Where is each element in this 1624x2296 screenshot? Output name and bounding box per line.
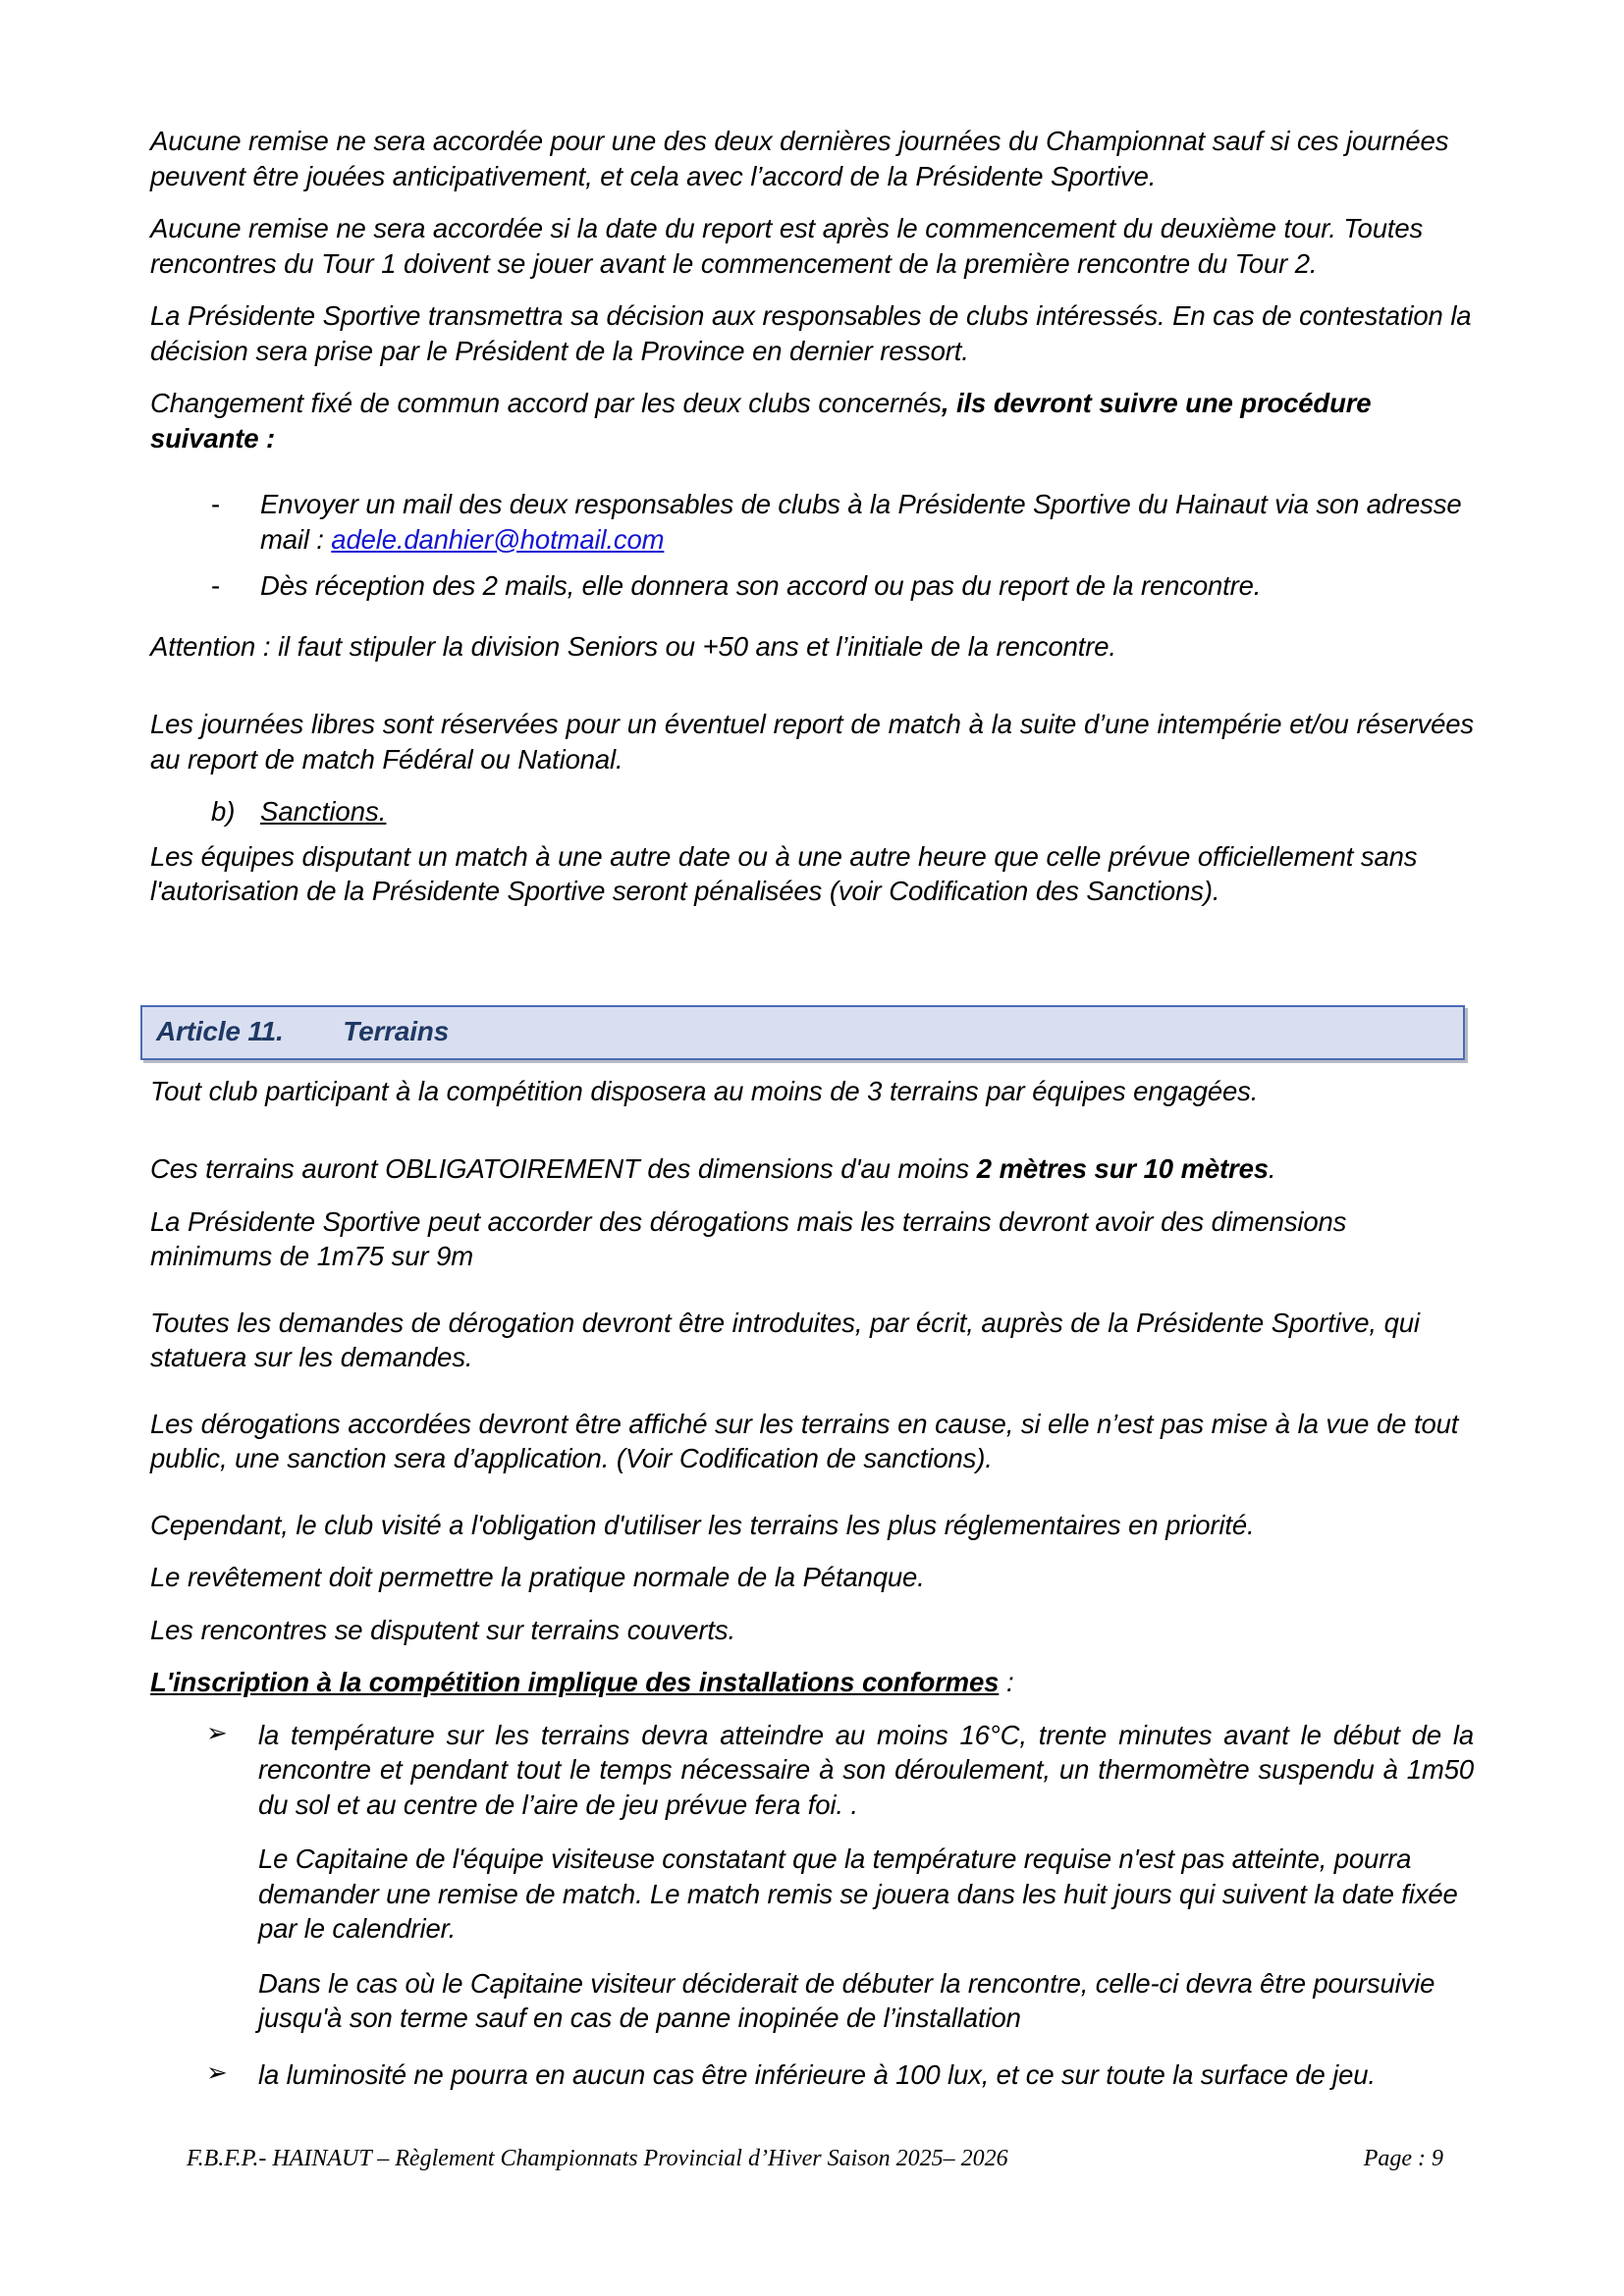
sanctions-subheading [150,794,1474,829]
list-item [150,487,1474,557]
paragraph-changement-accord [150,386,1474,455]
arrow-bullet-icon: ➢ [206,1718,228,1748]
spacer [150,1494,1474,1508]
changement-text-normal: Changement fixé de commun accord par les deux clubs concernés [150,388,942,418]
dash-marker: - [211,570,221,601]
paragraph-demandes-derogation: Toutes les demandes de dérogation devront être introduites, par écrit, auprès de la Présidente Sportive, qui statuera sur les demandes. [150,1307,1420,1372]
installations-conformes-underlined: L'inscription à la compétition implique des installations conformes [150,1667,1000,1697]
changement-text-bold: , ils devront suivre une procédure suivante : [150,388,1372,454]
paragraph-journees-libres: Les journées libres sont réservées pour un éventuel report de match à la suite d’une intempérie et/ou réservées au report de match Fédéral ou National. [150,709,1474,774]
dimensions-text-pre: Ces terrains auront OBLIGATOIREMENT des dimensions d'au moins [150,1153,977,1184]
spacer [150,1126,1474,1151]
list-item-text: Dès réception des 2 mails, elle donnera son accord ou pas du report de la rencontre. [260,570,1262,601]
sub-paragraph: Dans le cas où le Capitaine visiteur déciderait de débuter la rencontre, celle-ci devra être poursuivie jusqu'à son terme sauf en cas de panne inopinée de l’installation [258,1967,1435,2033]
dash-marker: - [211,489,221,519]
page-content [150,124,1474,2092]
procedure-dash-list [150,487,1474,604]
spacer [150,966,1474,1005]
paragraph-revetement: Le revêtement doit permettre la pratique normale de la Pétanque. [150,1562,925,1592]
arrow-bullet-icon: ➢ [206,2057,228,2088]
paragraph-derogations-affichage: Les dérogations accordées devront être affiché sur les terrains en cause, si elle n’est pas mise à la vue de tout public, une sanction sera d’application. (Voir Codification de sanctions). [150,1408,1459,1473]
sanctions-label: Sanctions. [260,796,387,827]
paragraph-presidente-transmettra: La Présidente Sportive transmettra sa décision aux responsables de clubs intéressés. En cas de contestation la décision sera prise par le Président de la Province en dernier ressort. [150,300,1472,366]
spacer [150,927,1474,966]
list-item-text: la température sur les terrains devra atteindre au moins 16°C, trente minutes avant le début de la rencontre et pendant tout le temps nécessaire à son déroulement, un thermomètre suspendu à 1m50 du sol et au centre de l’aire de jeu prévue fera foi. . [258,1719,1474,1820]
paragraph-attention-division: Attention : il faut stipuler la division Seniors ou +50 ans et l’initiale de la rencontre. [150,630,1116,662]
paragraph-remise-date-report: Aucune remise ne sera accordée si la date du report est après le commencement du deuxième tour. Toutes rencontres du Tour 1 doivent se jouer avant le commencement de la première rencontre du Tour 2. [150,213,1424,279]
paragraph-dimensions-obligatoires [150,1151,1474,1187]
installations-arrow-list [150,1718,1474,2093]
list-item [150,1718,1474,1823]
article-number: Article 11. [156,1015,284,1046]
dimensions-text-post: . [1268,1153,1276,1184]
list-item-text: Envoyer un mail des deux responsables de clubs à la Présidente Sportive du Hainaut via son adresse mail : [260,489,1462,555]
spacer [150,681,1474,707]
spacer [150,615,1474,629]
footer-page-number: Page : 9 [1363,2146,1443,2171]
article-title: Terrains [343,1015,450,1046]
paragraph-derogations-minimums: La Présidente Sportive peut accorder des dérogations mais les terrains devront avoir des dimensions minimums de 1m75 sur 9m [150,1205,1347,1271]
article-heading-text [156,1016,1449,1047]
list-item-text: la luminosité ne pourra en aucun cas être inférieure à 100 lux, et ce sur toute la surface de jeu. [258,2058,1376,2090]
email-link[interactable]: adele.danhier@hotmail.com [331,523,665,555]
paragraph-terrains-couverts: Les rencontres se disputent sur terrains couverts. [150,1614,735,1645]
spacer [150,1292,1474,1306]
page-footer [187,2146,1453,2172]
installations-conformes-suffix: : [999,1667,1014,1697]
footer-left-text: F.B.F.P.- HAINAUT – Règlement Championnats Provincial d’Hiver Saison 2025– 2026 [187,2146,1008,2171]
article-separator [284,1016,344,1046]
heading-installations-conformes [150,1665,1474,1700]
article-11-heading-box [140,1005,1465,1060]
paragraph-tout-club-participant: Tout club participant à la compétition disposera au moins de 3 terrains par équipes engagées. [150,1075,1259,1106]
paragraph-club-visite-obligation: Cependant, le club visité a l'obligation d'utiliser les terrains les plus réglementaires en priorité. [150,1509,1255,1540]
sub-paragraph: Le Capitaine de l'équipe visiteuse constatant que la température requise n'est pas atteinte, pourra demander une remise de match. Le match remis se jouera dans les huit jours qui suivent la date fixée par le calendrier. [258,1843,1458,1944]
sanctions-letter-marker: b) [211,796,236,827]
list-item [150,568,1474,604]
list-item [150,2057,1474,2093]
spacer [150,473,1474,487]
dimensions-value-bold: 2 mètres sur 10 mètres [976,1153,1269,1184]
paragraph-remise-dernieres-journees: Aucune remise ne sera accordée pour une des deux dernières journées du Championnat sauf si ces journées peuvent être jouées anticipativement, et cela avec l’accord de la Présidente Sportive. [150,126,1449,191]
paragraph-sanctions-body: Les équipes disputant un match à une autre date ou à une autre heure que celle prévue officiellement sans l'autorisation de la Présidente Sportive seront pénalisées (voir Codification des Sanctions). [150,840,1418,906]
spacer [150,1393,1474,1407]
